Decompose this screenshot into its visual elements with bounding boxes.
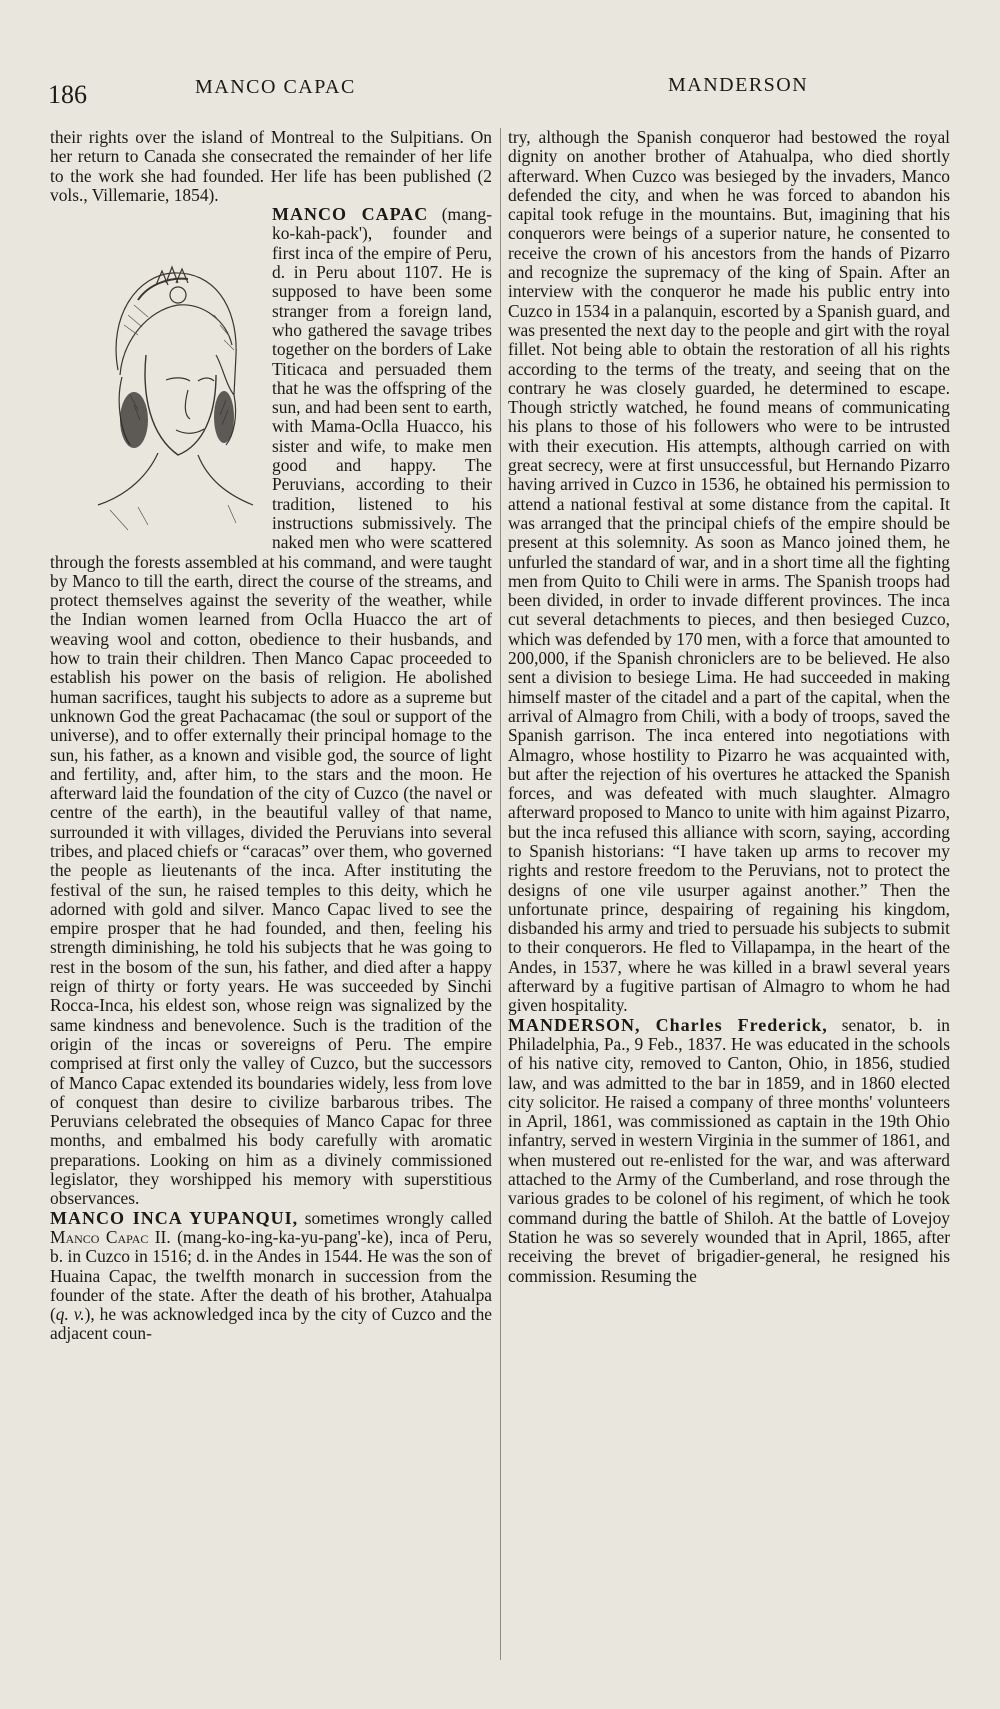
portrait-figure (38, 205, 262, 535)
column-divider (500, 128, 501, 1660)
entry-text: ), he was acknowledged inca by the city of Cuzco and the adjacent coun- (50, 1304, 493, 1344)
entry-headword: MANCO INCA YUPANQUI, (50, 1207, 299, 1228)
entry-manderson (508, 1016, 950, 1286)
entry-text: II. (mang-ko-ing-ka-yu-pang'-ke), inca of Peru, b. in Cuzco in 1516; d. in the Andes in 1544. He was the son of Huaina Capac, the twelfth monarch in succession from the founder of the state. After the death of his brother, Atahualpa ( (50, 1226, 492, 1325)
small-caps-name: Manco Capac (50, 1226, 149, 1247)
continued-paragraph: try, although the Spanish conqueror had bestowed the royal dignity on another brother of Atahualpa, who died shortly afterward. When Cuzco was besieged by the invaders, Manco defended the city, and when he was forced to abandon his capital took refuge in the mountains. But, imagining that his conquerors were beings of a superior nature, he consented to receive the crown of his ancestors from the hands of Pizarro and recognize the supremacy of the king of Spain. After an interview with the conqueror he made his public entry into Cuzco in 1534 in a palanquin, escorted by a Spanish guard, and was presented the next day to the people and girt with the royal fillet. Not being able to obtain the restoration of all his rights according to the terms of the treaty, and seeing that on the contrary he was closely guarded, he determined to escape. Though strictly watched, he found means of communicating his plans to those of his followers who were to be intrusted with their execution. His attempts, although carried on with great secrecy, were at first unsuccessful, but Hernando Pizarro having arrived in Cuzco in 1536, he obtained his permission to attend a national festival at some distance from the capital. It was arranged that the principal chiefs of the empire should be present at this solemnity. As soon as Manco joined them, he unfurled the standard of war, and in a short time all the fighting men from Quito to Chili were in arms. The Spanish troops had been divided, in order to invade different provinces. The inca cut several detachments to pieces, and then besieged Cuzco, which was defended by 170 men, with a force that amounted to 200,000, if the Spanish chroniclers are to be believed. He also sent a division to besiege Lima. He had succeeded in making himself master of the citadel and a part of the capital, when the arrival of Almagro from Chili, with a body of troops, saved the Spanish garrison. The inca entered into negotiations with Almagro, whose hostility to Pizarro he was acquainted with, but after the rejection of his overtures he attacked the Spanish forces, and was defeated with much slaughter. Almagro afterward proposed to Manco to unite with him against Pizarro, but the inca refused this alliance with scorn, saying, according to Spanish historians: “I have taken up arms to recover my rights and restore freedom to the Peruvians, not to protect the designs of one vile usurper against another.” Then the unfortunate prince, despairing of regaining his kingdom, disbanded his army and tried to persuade his subjects to submit to their conquerors. He fled to Villapampa, in the heart of the Andes, in 1537, where he was killed in a brawl several years afterward by a fugitive partisan of Almagro to whom he had given hospitality. (508, 127, 950, 1016)
running-head-left: MANCO CAPAC (195, 76, 356, 98)
entry-headword: MANCO CAPAC (272, 204, 429, 225)
left-column (50, 128, 492, 1344)
cross-reference: q. v. (55, 1304, 85, 1325)
entry-headword: MANDERSON, Charles Frederick, (508, 1014, 828, 1035)
entry-text: senator, b. in Philadelphia, Pa., 9 Feb., 1837. He was educated in the schools of his native city, removed to Canton, Ohio, in 1856, studied law, and was admitted to the bar in 1859, and in 1860 elected city solicitor. He raised a company of three months' volunteers in April, 1861, was commissioned as captain in the 19th Ohio infantry, served in western Virginia in the summer of 1861, and when mustered out re-enlisted for the war, and was afterward attached to the Army of the Cumberland, and rose through the various grades to be colonel of his regiment, of which he took command during the battle of Shiloh. At the battle of Lovejoy Station he was so severely wounded that in April, 1865, after receiving the brevet of brigadier-general, he resigned his commission. Resuming the (508, 1014, 951, 1286)
entry-manco-inca-yupanqui (50, 1209, 492, 1344)
entry-manco-capac (50, 205, 492, 1208)
right-column (508, 128, 950, 1286)
entry-text: sometimes wrongly called (298, 1207, 492, 1228)
page-number: 186 (48, 80, 87, 109)
running-head-right: MANDERSON (668, 74, 809, 96)
inca-portrait-engraving (38, 205, 262, 535)
continued-paragraph: their rights over the island of Montreal to the Sulpitians. On her return to Canada she consecrated the remainder of her life to the work she had founded. Her life has been published (2 vols., Villemarie, 1854). (50, 127, 492, 205)
entry-text: (mang-ko-kah-pack'), founder and first inca of the empire of Peru, d. in Peru about 1107. He is supposed to have been some stranger from a foreign land, who gathered the savage tribes together on the borders of Lake Titicaca and persuaded them that he was the offspring of the sun, and had been sent to earth, with Mama-Oclla Huacco, his sister and wife, to make men good and happy. The Peruvians, according to their tradition, listened to his instructions submissively. The naked men who were scattered through the forests assembled at his command, and were taught by Manco to till the earth, direct the course of the streams, and protect themselves against the severity of the weather, while the Indian women learned from Oclla Huacco the art of weaving wool and cotton, obedience to their husbands, and how to train their children. Then Manco Capac proceeded to establish his power on the basis of religion. He abolished human sacrifices, taught his subjects to adore as a supreme but unknown God the great Pachacamac (the soul or support of the universe), and to offer externally their principal homage to the sun, his father, as a known and visible god, the source of light and fertility, and, after him, to the stars and the moon. He afterward laid the foundation of the city of Cuzco (the navel or centre of the earth), in the beautiful valley of that name, surrounded it with villages, divided the Peruvians into several tribes, and placed chiefs or “caracas” over them, who governed the people as lieutenants of the inca. After instituting the festival of the sun, he raised temples to this deity, which he adorned with gold and silver. Manco Capac lived to see the empire prosper that he had founded, and then, feeling his strength diminishing, he told his subjects that he was going to rest in the bosom of the sun, his father, and died after a happy reign of thirty or forty years. He was succeeded by Sinchi Rocca-Inca, his eldest son, whose reign was signalized by the same kindness and benevolence. Such is the tradition of the origin of the incas or sovereigns of Peru. The empire comprised at first only the valley of Cuzco, but the successors of Manco Capac extended its boundaries widely, less from love of conquest than desire to civilize barbarous tribes. The Peruvians celebrated the obsequies of Manco Capac for three months, and embalmed his body carefully with aromatic preparations. Looking on him as a divinely commissioned legislator, they worshipped his memory with superstitious observances. (50, 204, 492, 1209)
